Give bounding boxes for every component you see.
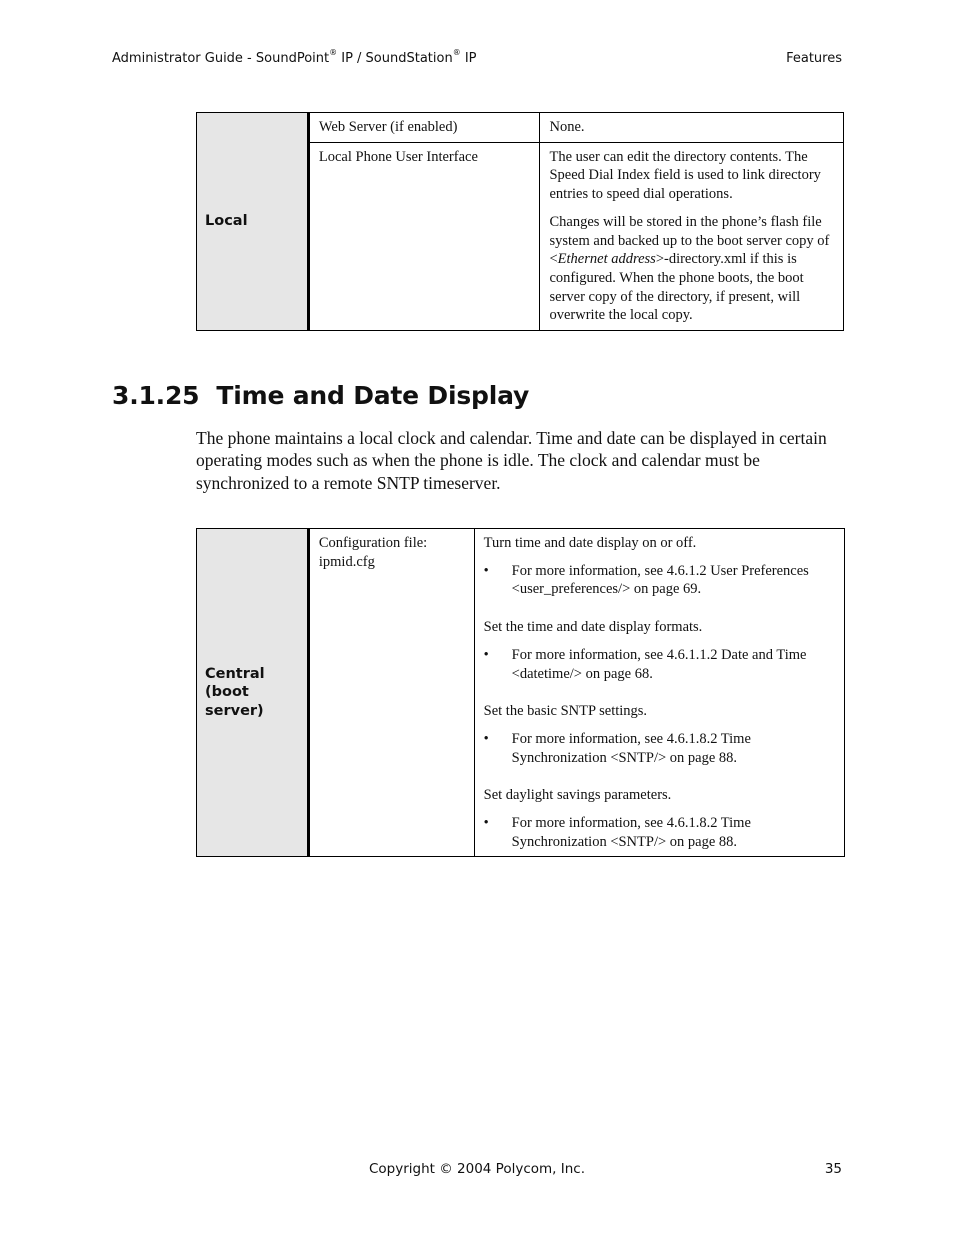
registered-mark: ® — [329, 48, 338, 57]
setting-description: Set the basic SNTP settings. — [483, 703, 648, 720]
setting-group — [484, 786, 835, 851]
cross-reference: For more information, see 4.6.1.8.2 Time Synchronization <SNTP/> on page 88. — [511, 815, 751, 850]
bullet-icon: • — [483, 730, 489, 747]
section-number: 3.1.25 — [112, 381, 200, 410]
italic-text: Ethernet address — [557, 251, 656, 268]
header-text: IP / SoundStation — [337, 51, 453, 66]
table-row — [197, 113, 844, 143]
label-line: (boot — [205, 684, 249, 701]
table-cell — [308, 529, 474, 857]
table-row — [197, 529, 845, 857]
cross-reference: For more information, see 4.6.1.8.2 Time Synchronization <SNTP/> on page 88. — [511, 730, 751, 766]
central-config-table — [196, 528, 845, 857]
running-header-section: Features — [786, 51, 842, 66]
header-text: IP — [460, 51, 477, 66]
cell-paragraph — [549, 213, 834, 325]
section-title-text: Time and Date Display — [216, 381, 530, 410]
bullet-item — [484, 814, 835, 851]
page-number: 35 — [824, 1161, 842, 1177]
table-cell: Local Phone User Interface — [308, 142, 540, 330]
table-cell — [540, 142, 844, 330]
running-header-title — [112, 48, 477, 66]
table-cell: Web Server (if enabled) — [308, 113, 540, 143]
setting-description: Set the time and date display formats. — [483, 619, 703, 636]
config-file-name: ipmid.cfg — [318, 553, 375, 570]
section-heading — [112, 381, 529, 410]
header-text: Administrator Guide - SoundPoint — [112, 51, 330, 66]
bullet-icon: • — [483, 562, 489, 579]
text-run: Changes will be stored in the phone’s flash file system and backed up to the boot server copy of < — [549, 213, 830, 268]
config-file-label: Configuration file: — [318, 535, 428, 551]
label-line: Central — [205, 665, 265, 682]
section-body: The phone maintains a local clock and calendar. Time and date can be displayed in certain operating modes such as when the phone is idle. The clock and calendar must be synchronized to a remote SNTP timeserver. — [196, 428, 827, 493]
cell-paragraph: The user can edit the directory contents. The Speed Dial Index field is used to link directory entries to speed dial operations. — [549, 148, 821, 203]
setting-description: Set daylight savings parameters. — [483, 787, 672, 804]
setting-group — [484, 702, 835, 767]
bullet-item — [484, 562, 835, 599]
setting-group — [484, 618, 835, 683]
setting-group — [484, 534, 835, 599]
bullet-item — [484, 730, 835, 767]
table-cell: None. — [540, 113, 844, 143]
registered-mark: ® — [452, 48, 461, 57]
row-label-local: Local — [197, 113, 309, 331]
bullet-item — [484, 646, 835, 683]
setting-description: Turn time and date display on or off. — [483, 535, 697, 551]
label-line: server) — [205, 703, 264, 720]
row-label-central — [197, 529, 309, 857]
table-cell — [474, 529, 844, 857]
text-run: >-directory.xml if this is configured. When the phone boots, the boot server copy of the directory, if present, will overwrite the local copy. — [549, 251, 804, 324]
footer-copyright: Copyright © 2004 Polycom, Inc. — [368, 1161, 586, 1177]
cross-reference: For more information, see 4.6.1.2 User Preferences <user_preferences/> on page 69. — [511, 562, 809, 598]
local-config-table — [196, 112, 844, 331]
bullet-icon: • — [483, 815, 489, 832]
cross-reference: For more information, see 4.6.1.1.2 Date and Time <datetime/> on page 68. — [511, 646, 807, 682]
bullet-icon: • — [483, 646, 489, 663]
